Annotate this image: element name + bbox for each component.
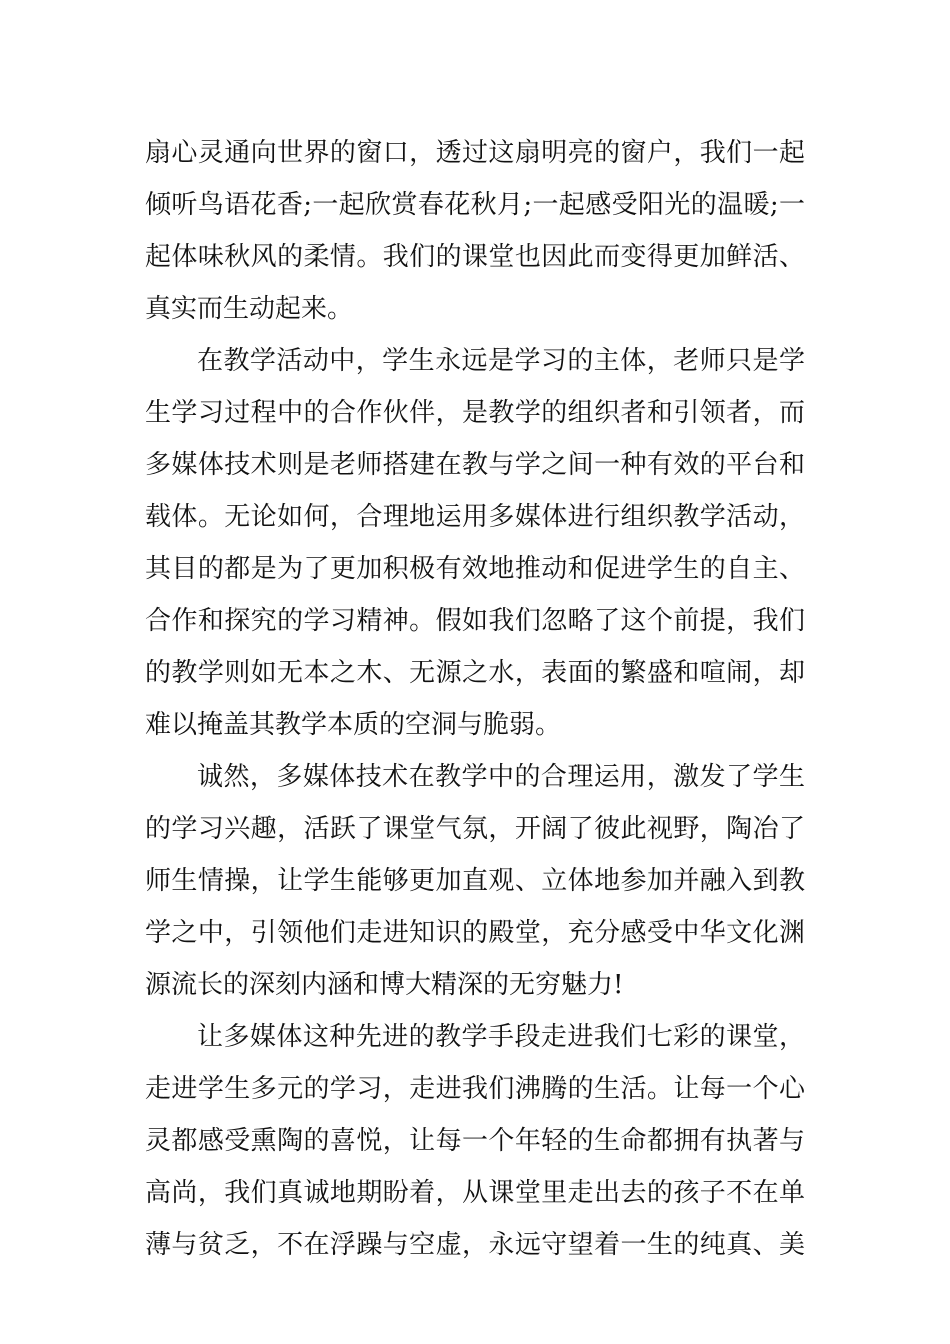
paragraph bbox=[145, 127, 805, 335]
text-line: 起体味秋风的柔情。我们的课堂也因此而变得更加鲜活、 bbox=[145, 242, 805, 272]
text-line: 让多媒体这种先进的教学手段走进我们七彩的课堂， bbox=[197, 1022, 805, 1052]
text-line: 诚然，多媒体技术在教学中的合理运用，激发了学生 bbox=[197, 762, 805, 792]
paragraph bbox=[145, 1011, 805, 1271]
text-line: 的学习兴趣，活跃了课堂气氛，开阔了彼此视野，陶冶了 bbox=[145, 814, 805, 844]
text-line: 源流长的深刻内涵和博大精深的无穷魅力! bbox=[145, 970, 624, 1000]
text-line: 扇心灵通向世界的窗口，透过这扇明亮的窗户，我们一起 bbox=[145, 138, 805, 168]
text-line: 载体。无论如何，合理地运用多媒体进行组织教学活动， bbox=[145, 502, 805, 532]
text-line: 其目的都是为了更加积极有效地推动和促进学生的自主、 bbox=[145, 554, 805, 584]
text-line: 的教学则如无本之木、无源之水，表面的繁盛和喧闹，却 bbox=[145, 658, 805, 688]
paragraph bbox=[145, 335, 805, 751]
paragraph bbox=[145, 751, 805, 1011]
text-line: 高尚，我们真诚地期盼着，从课堂里走出去的孩子不在单 bbox=[145, 1178, 805, 1208]
text-line: 薄与贫乏，不在浮躁与空虚，永远守望着一生的纯真、美 bbox=[145, 1230, 805, 1260]
text-line: 倾听鸟语花香;一起欣赏春花秋月;一起感受阳光的温暖;一 bbox=[145, 190, 805, 220]
text-line: 多媒体技术则是老师搭建在教与学之间一种有效的平台和 bbox=[145, 450, 805, 480]
text-line: 真实而生动起来。 bbox=[145, 294, 354, 324]
text-line: 学之中，引领他们走进知识的殿堂，充分感受中华文化渊 bbox=[145, 918, 805, 948]
text-line: 师生情操，让学生能够更加直观、立体地参加并融入到教 bbox=[145, 866, 805, 896]
text-line: 合作和探究的学习精神。假如我们忽略了这个前提，我们 bbox=[145, 606, 805, 636]
document-body bbox=[145, 127, 805, 1271]
text-line: 在教学活动中，学生永远是学习的主体，老师只是学 bbox=[197, 346, 805, 376]
text-line: 生学习过程中的合作伙伴，是教学的组织者和引领者，而 bbox=[145, 398, 805, 428]
text-line: 灵都感受熏陶的喜悦，让每一个年轻的生命都拥有执著与 bbox=[145, 1126, 805, 1156]
text-line: 走进学生多元的学习，走进我们沸腾的生活。让每一个心 bbox=[145, 1074, 805, 1104]
text-line: 难以掩盖其教学本质的空洞与脆弱。 bbox=[145, 710, 562, 740]
